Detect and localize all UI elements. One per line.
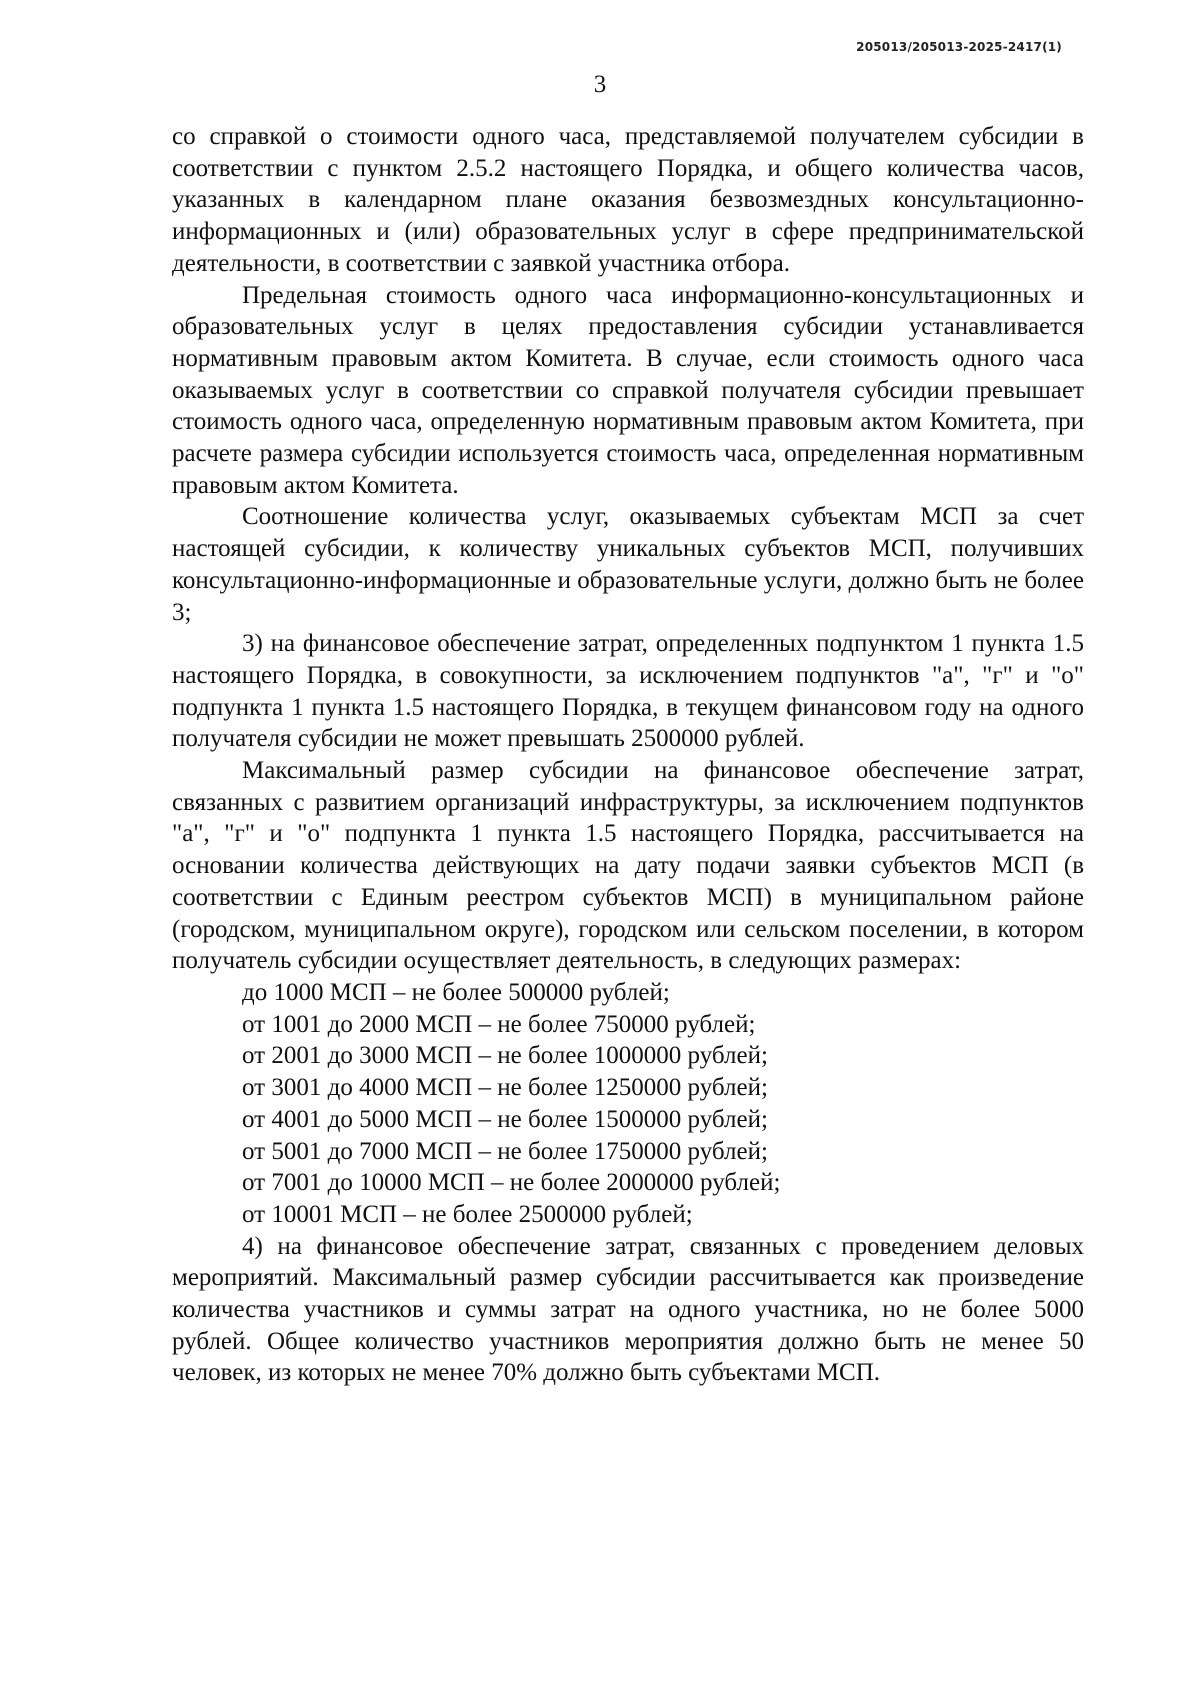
limit-item: от 5001 до 7000 МСП – не более 1750000 рублей; — [242, 1137, 768, 1165]
paragraph-services-ratio: Соотношение количества услуг, оказываемых субъектам МСП за счет настоящей субсидии, к количеству уникальных субъектов МСП, получивших консультационно-информационные и образовательные услуги, должно быть не более 3; — [172, 503, 1084, 626]
limit-item: от 10001 МСП – не более 2500000 рублей; — [242, 1200, 693, 1228]
limit-item: от 1001 до 2000 МСП – не более 750000 рублей; — [242, 1010, 756, 1038]
document-body — [172, 121, 1084, 1389]
paragraph-item-3: 3) на финансовое обеспечение затрат, определенных подпунктом 1 пункта 1.5 настоящего Порядка, в совокупности, за исключением подпунктов "а", "г" и "о" подпункта 1 пункта 1.5 настоящего Порядка, в текущем финансовом году на одного получателя субсидии не может превышать 2500000 рублей. — [172, 630, 1084, 753]
limit-item: от 3001 до 4000 МСП – не более 1250000 рублей; — [242, 1074, 768, 1102]
limit-item: от 4001 до 5000 МСП – не более 1500000 рублей; — [242, 1105, 768, 1133]
paragraph-item-4: 4) на финансовое обеспечение затрат, связанных с проведением деловых мероприятий. Максимальный размер субсидии рассчитывается как произведение количества участников и суммы затрат на одного участника, но не более 5000 рублей. Общее количество участников мероприятия должно быть не менее 50 человек, из которых не менее 70% должно быть субъектами МСП. — [172, 1232, 1084, 1387]
limit-item: до 1000 МСП – не более 500000 рублей; — [242, 978, 670, 1006]
limit-item: от 2001 до 3000 МСП – не более 1000000 рублей; — [242, 1042, 768, 1070]
paragraph-hour-cost-limit: Предельная стоимость одного часа информационно-консультационных и образовательных услуг в целях предоставления субсидии устанавливается нормативным правовым актом Комитета. В случае, если стоимость одного часа оказываемых услуг в соответствии со справкой получателя субсидии превышает стоимость одного часа, определенную нормативным правовым актом Комитета, при расчете размера субсидии используется стоимость часа, определенная нормативным правовым актом Комитета. — [172, 281, 1084, 499]
page-number: 3 — [593, 71, 607, 98]
paragraph-continuation: со справкой о стоимости одного часа, представляемой получателем субсидии в соответствии с пунктом 2.5.2 настоящего Порядка, и общего количества часов, указанных в календарном плане оказания безвозмездных консультационно-информационных и (или) образовательных услуг в сфере предпринимательской деятельности, в соответствии с заявкой участника отбора. — [172, 123, 1084, 277]
document-registration-number: 205013/205013-2025-2417(1) — [856, 40, 1062, 54]
paragraph-max-subsidy: Максимальный размер субсидии на финансовое обеспечение затрат, связанных с развитием организаций инфраструктуры, за исключением подпунктов "а", "г" и "о" подпункта 1 пункта 1.5 настоящего Порядка, рассчитывается на основании количества действующих на дату подачи заявки субъектов МСП (в соответствии с Единым реестром субъектов МСП) в муниципальном районе (городском, муниципальном округе), городском или сельском поселении, в котором получатель субсидии осуществляет деятельность, в следующих размерах: — [172, 757, 1084, 975]
limit-item: от 7001 до 10000 МСП – не более 2000000 рублей; — [242, 1169, 781, 1197]
